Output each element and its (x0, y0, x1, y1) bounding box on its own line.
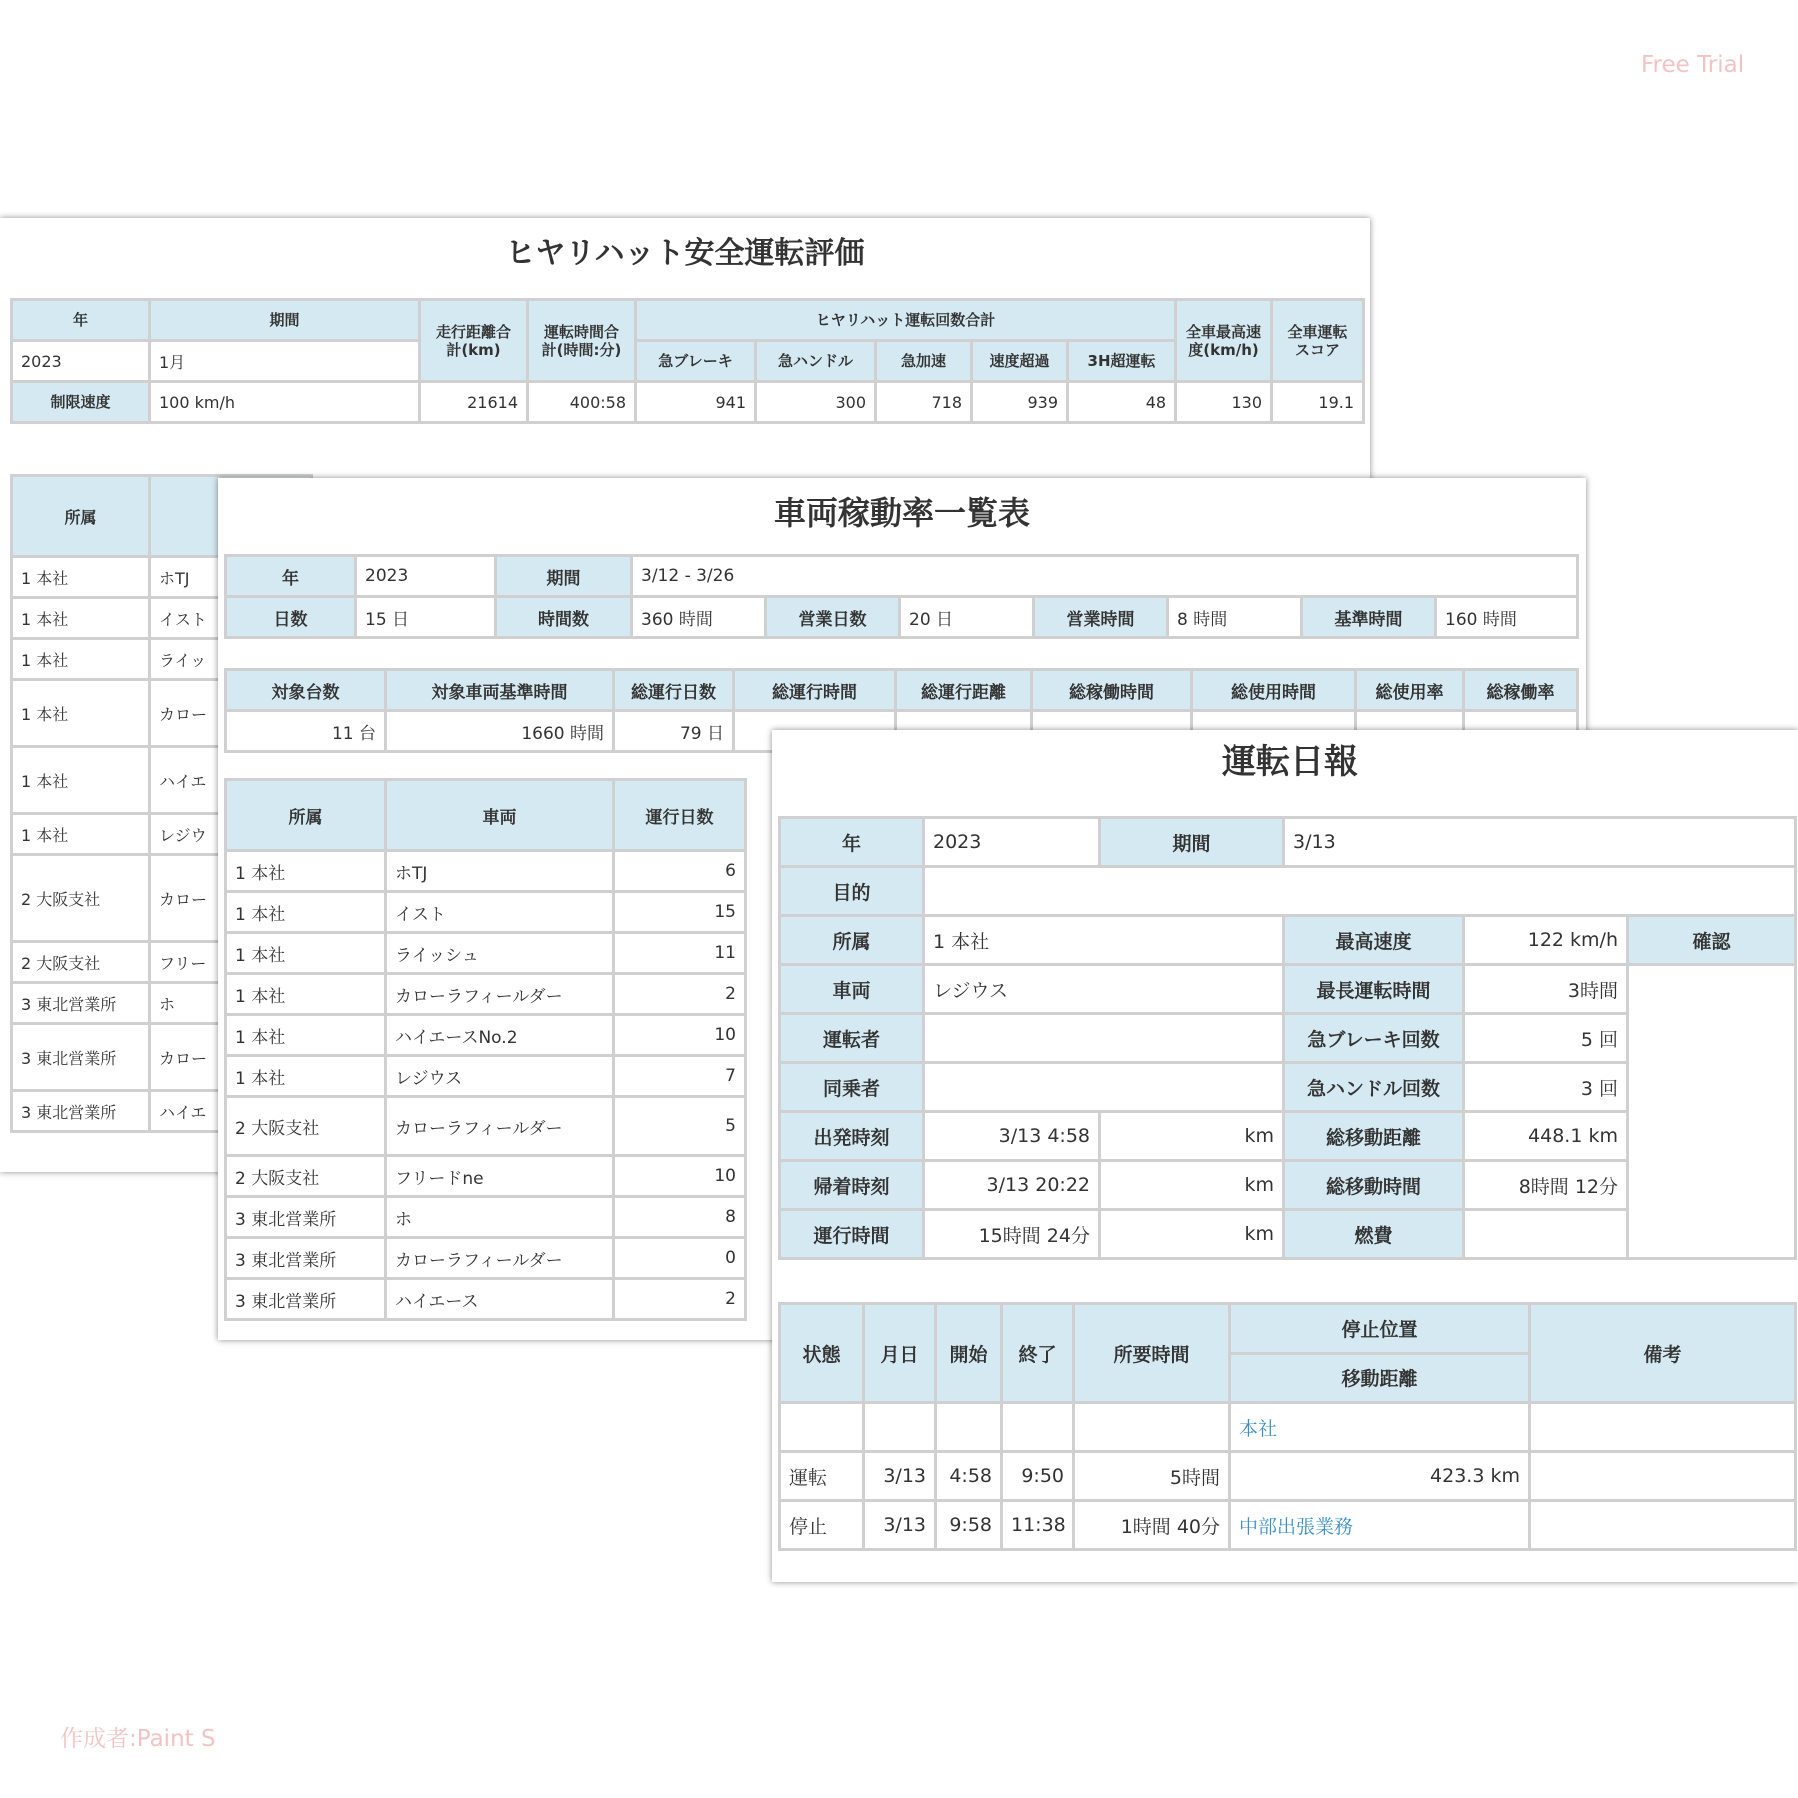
log-place-link: 本社 (1230, 1403, 1530, 1452)
vehicle-label: 車両 (780, 965, 924, 1014)
table-row (226, 974, 746, 1015)
log-date (864, 1403, 936, 1452)
log-header-move-distance: 移動距離 (1230, 1353, 1530, 1403)
depart-km: km (1100, 1112, 1284, 1161)
header-score: 全車運転スコア (1272, 300, 1364, 382)
table-row (780, 1501, 1796, 1550)
log-duration: 1時間 40分 (1074, 1501, 1230, 1550)
days-value: 15 日 (356, 597, 496, 638)
total-time-label: 総移動時間 (1284, 1161, 1464, 1210)
log-note (1530, 1452, 1796, 1501)
daily-report-log-table (778, 1302, 1797, 1551)
log-header-start: 開始 (936, 1304, 1002, 1403)
return-value: 3/13 20:22 (924, 1161, 1100, 1210)
table-row (226, 1015, 746, 1056)
evaluation-summary-table (10, 298, 1365, 424)
row-dept: 2 大阪支社 (226, 1156, 386, 1197)
row-dept: 1 本社 (226, 933, 386, 974)
log-distance: 423.3 km (1230, 1452, 1530, 1501)
vehicle-value: レジウス (924, 965, 1284, 1014)
row-days: 10 (614, 1156, 746, 1197)
summary-header: 総運行距離 (896, 670, 1032, 711)
sheet-title: ヒヤリハット安全運転評価 (505, 236, 865, 271)
header-distance: 走行距離合計(km) (420, 300, 528, 382)
summary-header: 対象台数 (226, 670, 386, 711)
free-trial-watermark: Free Trial (1641, 52, 1745, 78)
list-item: カロー (150, 1024, 312, 1091)
summary-value: 79 日 (614, 711, 734, 752)
log-note (1530, 1501, 1796, 1550)
list-item: 3 東北営業所 (12, 1024, 150, 1091)
summary-header: 総稼働時間 (1032, 670, 1192, 711)
dept-value: 1 本社 (924, 916, 1284, 965)
utilization-info-table (224, 554, 1579, 639)
list-item: ライッ (150, 639, 312, 680)
row-days: 0 (614, 1238, 746, 1279)
row-days: 7 (614, 1056, 746, 1097)
passenger-label: 同乗者 (780, 1063, 924, 1112)
list-item: 1 本社 (12, 680, 150, 747)
drive-time-value: 400:58 (528, 382, 636, 423)
period-value: 3/13 (1284, 818, 1796, 867)
total-time-value: 8時間 12分 (1464, 1161, 1628, 1210)
row-dept: 3 東北営業所 (226, 1238, 386, 1279)
list-item: ホ (150, 983, 312, 1024)
header-speed-violation: 速度超過 (972, 341, 1068, 382)
header-handle: 急ハンドル (756, 341, 876, 382)
row-vehicle: ライッシュ (386, 933, 614, 974)
sheet-title: 運転日報 (1222, 742, 1358, 782)
log-state: 運転 (780, 1452, 864, 1501)
log-duration: 5時間 (1074, 1452, 1230, 1501)
row-days: 2 (614, 974, 746, 1015)
purpose-label: 目的 (780, 867, 924, 916)
daily-driving-report-sheet (772, 730, 1798, 1582)
list-item: 3 東北営業所 (12, 983, 150, 1024)
period-label: 期間 (496, 556, 632, 597)
log-start: 4:58 (936, 1452, 1002, 1501)
list-item: ホTJ (150, 557, 312, 598)
limit-value: 100 km/h (150, 382, 420, 423)
summary-value: 11 台 (226, 711, 386, 752)
log-state (780, 1403, 864, 1452)
table-row (226, 1097, 746, 1156)
row-vehicle: ホTJ (386, 851, 614, 892)
fuel-label: 燃費 (1284, 1210, 1464, 1259)
year-value: 2023 (356, 556, 496, 597)
table-row (226, 1279, 746, 1320)
passenger-value (924, 1063, 1284, 1112)
brake-value: 941 (636, 382, 756, 423)
year-label: 年 (780, 818, 924, 867)
accel-value: 718 (876, 382, 972, 423)
year-value: 2023 (12, 341, 150, 382)
brake-label: 急ブレーキ回数 (1284, 1014, 1464, 1063)
row-dept: 1 本社 (226, 851, 386, 892)
list-item: 1 本社 (12, 557, 150, 598)
log-place-link: 中部出張業務 (1230, 1501, 1530, 1550)
summary-header: 総使用時間 (1192, 670, 1356, 711)
list-item: レジウ (150, 814, 312, 855)
max-time-value: 3時間 (1464, 965, 1628, 1014)
table-row (226, 851, 746, 892)
row-dept: 1 本社 (226, 1056, 386, 1097)
days-label: 日数 (226, 597, 356, 638)
speed-violation-value: 939 (972, 382, 1068, 423)
max-speed-value: 122 km/h (1464, 916, 1628, 965)
base-label: 基準時間 (1302, 597, 1436, 638)
hours-value: 360 時間 (632, 597, 766, 638)
max-speed-label: 最高速度 (1284, 916, 1464, 965)
row-vehicle: カローラフィールダー (386, 974, 614, 1015)
confirm-stamp-area (1628, 965, 1796, 1259)
row-vehicle: イスト (386, 892, 614, 933)
row-vehicle: レジウス (386, 1056, 614, 1097)
row-dept: 2 大阪支社 (226, 1097, 386, 1156)
distance-value: 21614 (420, 382, 528, 423)
header-brake: 急ブレーキ (636, 341, 756, 382)
header-period: 期間 (150, 300, 420, 341)
list-item: 1 本社 (12, 639, 150, 680)
row-dept: 3 東北営業所 (226, 1197, 386, 1238)
table-row (780, 1403, 1796, 1452)
handle-value: 3 回 (1464, 1063, 1628, 1112)
list-item: イスト (150, 598, 312, 639)
idle-value: 48 (1068, 382, 1176, 423)
max-time-label: 最長運転時間 (1284, 965, 1464, 1014)
list-header-vehicle: 車両 (386, 780, 614, 851)
summary-header: 総使用率 (1356, 670, 1464, 711)
hours-label: 時間数 (496, 597, 632, 638)
list-header-dept: 所属 (12, 476, 150, 557)
row-vehicle: カローラフィールダー (386, 1238, 614, 1279)
confirm-label: 確認 (1628, 916, 1796, 965)
log-duration (1074, 1403, 1230, 1452)
row-vehicle: フリードne (386, 1156, 614, 1197)
bizdays-label: 営業日数 (766, 597, 900, 638)
log-header-date: 月日 (864, 1304, 936, 1403)
table-row (226, 1056, 746, 1097)
row-days: 11 (614, 933, 746, 974)
list-item: 1 本社 (12, 598, 150, 639)
list-item: フリー (150, 942, 312, 983)
depart-label: 出発時刻 (780, 1112, 924, 1161)
row-vehicle: ホ (386, 1197, 614, 1238)
total-distance-value: 448.1 km (1464, 1112, 1628, 1161)
list-item: 2 大阪支社 (12, 942, 150, 983)
table-row (226, 1197, 746, 1238)
table-row (226, 933, 746, 974)
row-dept: 1 本社 (226, 892, 386, 933)
bizdays-value: 20 日 (900, 597, 1034, 638)
header-drive-time: 運転時間合計(時間:分) (528, 300, 636, 382)
log-date: 3/13 (864, 1452, 936, 1501)
log-start (936, 1403, 1002, 1452)
driver-label: 運転者 (780, 1014, 924, 1063)
score-value: 19.1 (1272, 382, 1364, 423)
log-note (1530, 1403, 1796, 1452)
brake-value: 5 回 (1464, 1014, 1628, 1063)
log-start: 9:58 (936, 1501, 1002, 1550)
row-days: 2 (614, 1279, 746, 1320)
row-vehicle: ハイエースNo.2 (386, 1015, 614, 1056)
period-label: 期間 (1100, 818, 1284, 867)
bizhours-value: 8 時間 (1168, 597, 1302, 638)
list-item: ハイエ (150, 747, 312, 814)
row-days: 15 (614, 892, 746, 933)
log-date: 3/13 (864, 1501, 936, 1550)
year-value: 2023 (924, 818, 1100, 867)
op-time-value: 15時間 24分 (924, 1210, 1100, 1259)
log-header-state: 状態 (780, 1304, 864, 1403)
table-row (226, 1156, 746, 1197)
sheet-title: 車両稼動率一覧表 (773, 494, 1030, 532)
total-distance-label: 総移動距離 (1284, 1112, 1464, 1161)
list-item: 1 本社 (12, 747, 150, 814)
header-near-miss-group: ヒヤリハット運転回数合計 (636, 300, 1176, 341)
row-days: 10 (614, 1015, 746, 1056)
list-header-days: 運行日数 (614, 780, 746, 851)
summary-value: 1660 時間 (386, 711, 614, 752)
base-value: 160 時間 (1436, 597, 1578, 638)
summary-header: 総稼働率 (1464, 670, 1578, 711)
header-accel: 急加速 (876, 341, 972, 382)
list-item: 3 東北営業所 (12, 1091, 150, 1132)
fuel-value (1464, 1210, 1628, 1259)
limit-label: 制限速度 (12, 382, 150, 423)
log-header-note: 備考 (1530, 1304, 1796, 1403)
header-year: 年 (12, 300, 150, 341)
row-days: 5 (614, 1097, 746, 1156)
list-item: カロー (150, 680, 312, 747)
period-value: 1月 (150, 341, 420, 382)
log-end (1002, 1403, 1074, 1452)
log-header-duration: 所要時間 (1074, 1304, 1230, 1403)
summary-header: 総運行日数 (614, 670, 734, 711)
return-km: km (1100, 1161, 1284, 1210)
list-item: カロー (150, 855, 312, 942)
handle-value: 300 (756, 382, 876, 423)
list-header-dept: 所属 (226, 780, 386, 851)
row-days: 8 (614, 1197, 746, 1238)
header-max-speed: 全車最高速度(km/h) (1176, 300, 1272, 382)
table-row (226, 1238, 746, 1279)
list-item: 1 本社 (12, 814, 150, 855)
log-state: 停止 (780, 1501, 864, 1550)
row-vehicle: ハイエース (386, 1279, 614, 1320)
row-dept: 1 本社 (226, 974, 386, 1015)
summary-header: 対象車両基準時間 (386, 670, 614, 711)
summary-header: 総運行時間 (734, 670, 896, 711)
row-dept: 1 本社 (226, 1015, 386, 1056)
author-watermark: 作成者:Paint S (60, 1726, 216, 1752)
row-days: 6 (614, 851, 746, 892)
row-dept: 3 東北営業所 (226, 1279, 386, 1320)
dept-label: 所属 (780, 916, 924, 965)
year-label: 年 (226, 556, 356, 597)
row-vehicle: カローラフィールダー (386, 1097, 614, 1156)
period-value: 3/12 - 3/26 (632, 556, 1578, 597)
op-time-label: 運行時間 (780, 1210, 924, 1259)
handle-label: 急ハンドル回数 (1284, 1063, 1464, 1112)
list-item: ハイエ (150, 1091, 312, 1132)
purpose-value (924, 867, 1796, 916)
log-header-end: 終了 (1002, 1304, 1074, 1403)
log-end: 11:38 (1002, 1501, 1074, 1550)
return-label: 帰着時刻 (780, 1161, 924, 1210)
table-row (226, 892, 746, 933)
utilization-vehicle-table (224, 778, 747, 1321)
op-km: km (1100, 1210, 1284, 1259)
bizhours-label: 営業時間 (1034, 597, 1168, 638)
driver-value (924, 1014, 1284, 1063)
log-end: 9:50 (1002, 1452, 1074, 1501)
list-item: 2 大阪支社 (12, 855, 150, 942)
table-row (780, 1452, 1796, 1501)
daily-report-info-table (778, 816, 1797, 1260)
depart-value: 3/13 4:58 (924, 1112, 1100, 1161)
max-speed-value: 130 (1176, 382, 1272, 423)
log-header-stop-position: 停止位置 (1230, 1304, 1530, 1354)
header-idle: 3H超運転 (1068, 341, 1176, 382)
